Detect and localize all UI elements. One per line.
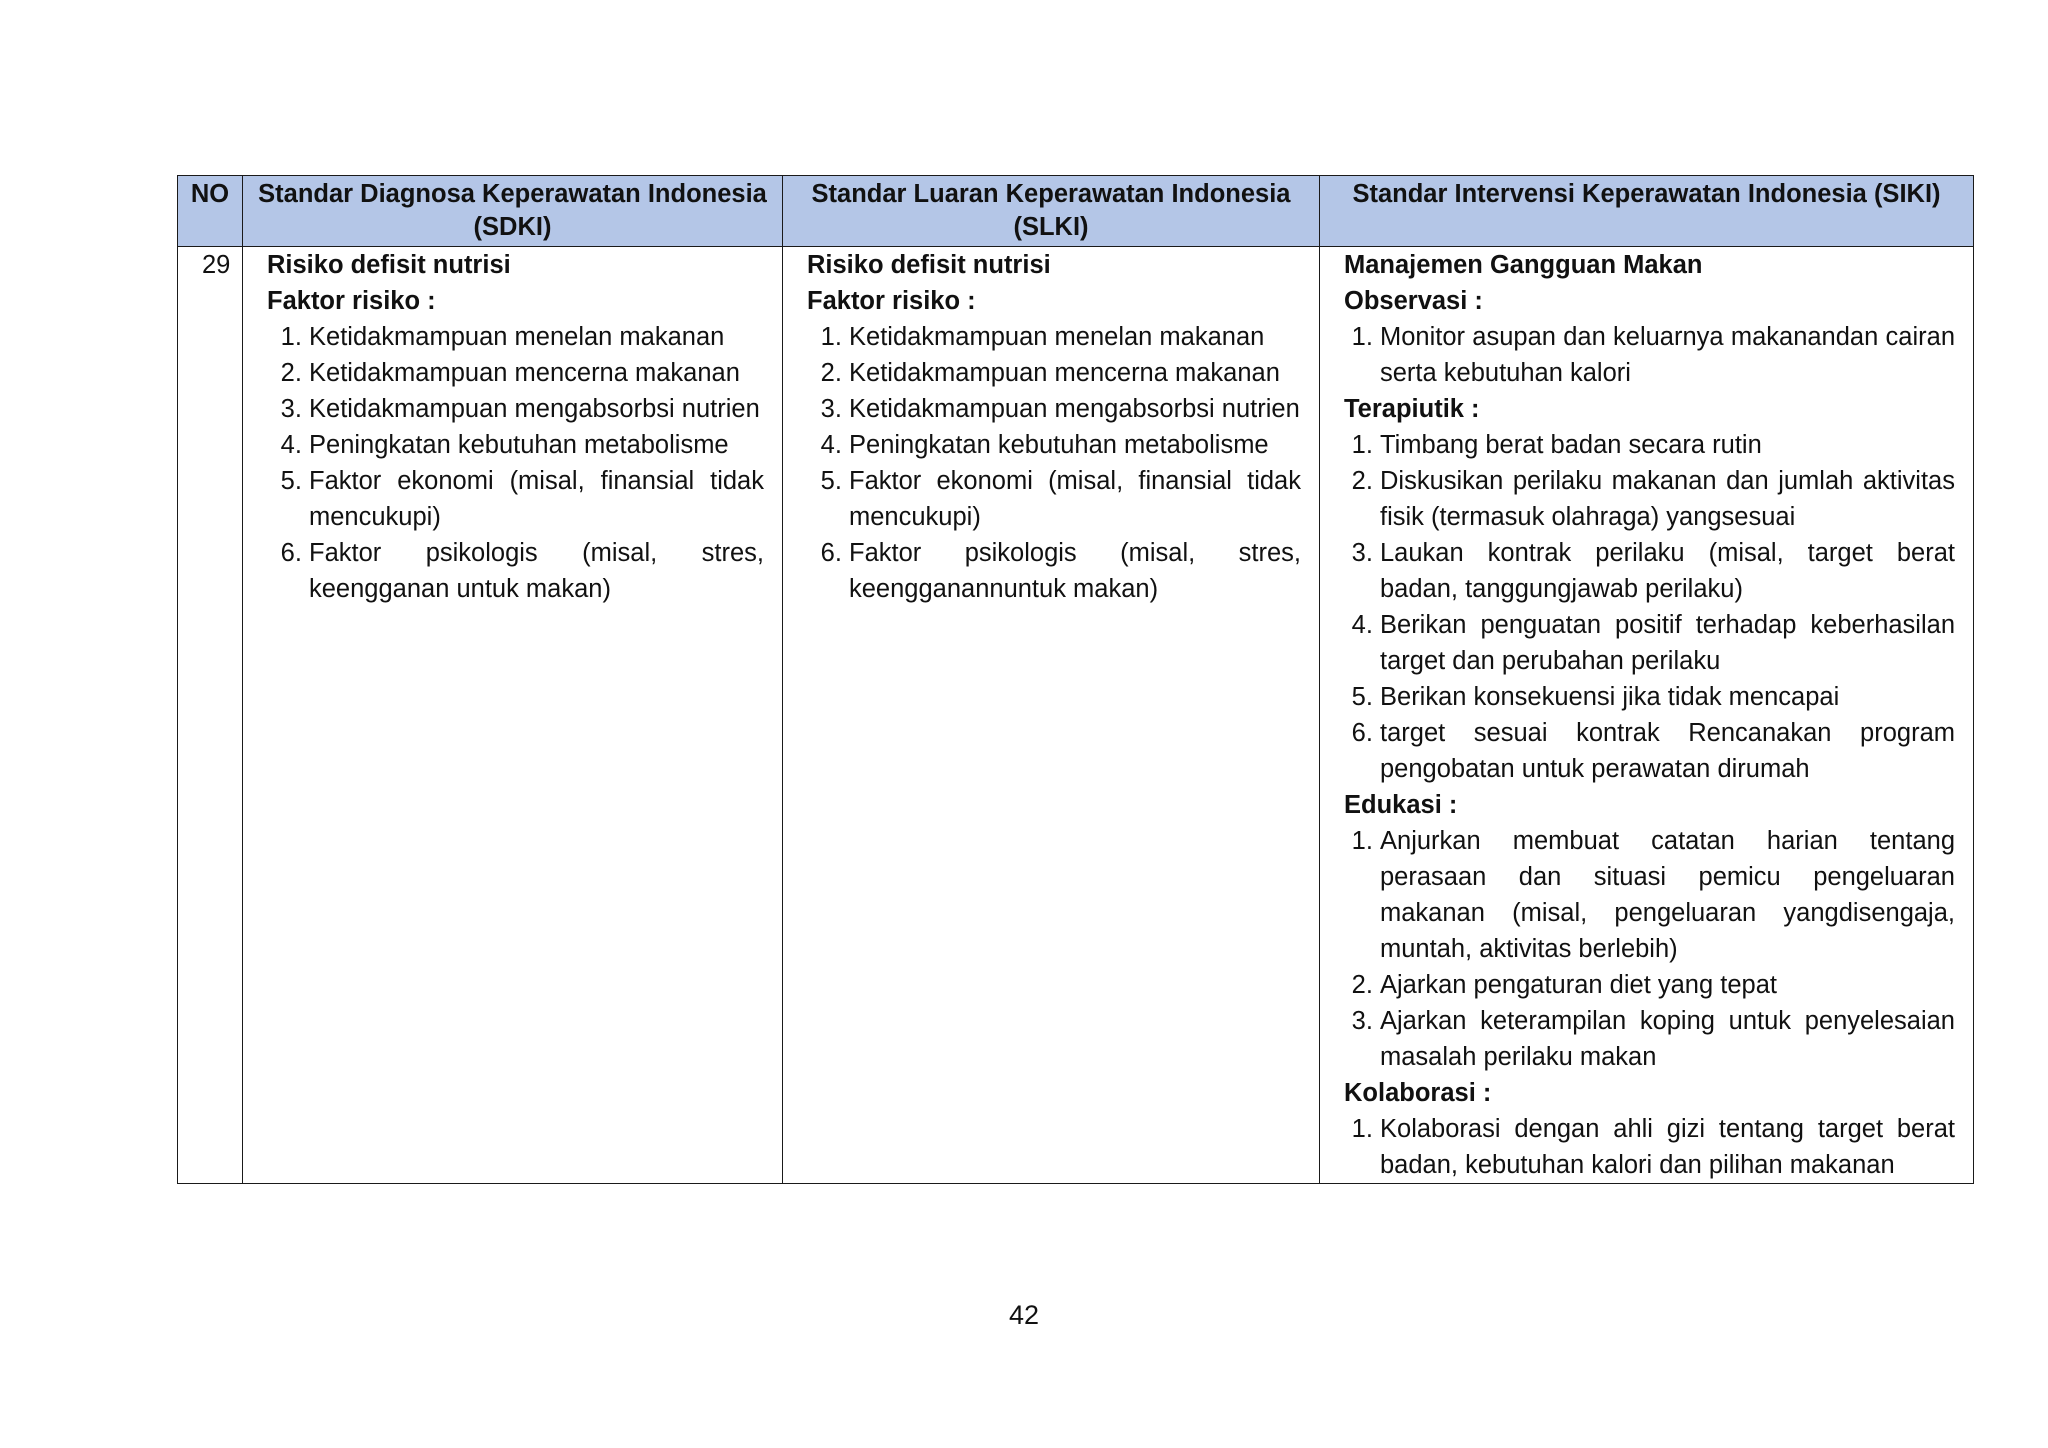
list-item: 1. Kolaborasi dengan ahli gizi tentang target berat badan, kebutuhan kalori dan pilihan makanan <box>1380 1111 1955 1183</box>
list-item: 4. Peningkatan kebutuhan metabolisme <box>309 427 764 463</box>
slki-cell <box>783 247 1320 1184</box>
list-item: 2. Ajarkan pengaturan diet yang tepat <box>1380 967 1955 1003</box>
list-item: 1. Anjurkan membuat catatan harian tentang perasaan dan situasi pemicu pengeluaran makanan (misal, pengeluaran yangdisengaja, muntah, aktivitas berlebih) <box>1380 823 1955 967</box>
nursing-standards-table <box>177 175 1974 1184</box>
list-item: 5. Faktor ekonomi (misal, finansial tidak mencukupi) <box>849 463 1301 535</box>
list-item: 3. Ketidakmampuan mengabsorbsi nutrien <box>849 391 1301 427</box>
edukasi-list <box>1344 823 1955 1075</box>
header-siki: Standar Intervensi Keperawatan Indonesia (SIKI) <box>1320 176 1974 247</box>
list-item: 1. Ketidakmampuan menelan makanan <box>849 319 1301 355</box>
table-header-row <box>178 176 1974 247</box>
edukasi-label: Edukasi : <box>1344 791 1458 819</box>
list-item: 6. Faktor psikologis (misal, stres, keengganannuntuk makan) <box>849 535 1301 607</box>
slki-title: Risiko defisit nutrisi <box>807 251 1051 279</box>
sdki-cell <box>243 247 783 1184</box>
list-item: 2. Ketidakmampuan mencerna makanan <box>309 355 764 391</box>
observasi-list <box>1344 319 1955 391</box>
list-item: 3. Laukan kontrak perilaku (misal, target berat badan, tanggungjawab perilaku) <box>1380 535 1955 607</box>
sdki-subtitle: Faktor risiko : <box>267 287 436 315</box>
terapiutik-label: Terapiutik : <box>1344 395 1480 423</box>
list-item: 5. Faktor ekonomi (misal, finansial tidak mencukupi) <box>309 463 764 535</box>
list-item: 5. Berikan konsekuensi jika tidak mencapai <box>1380 679 1955 715</box>
list-item: 1. Timbang berat badan secara rutin <box>1380 427 1955 463</box>
list-item: 2. Ketidakmampuan mencerna makanan <box>849 355 1301 391</box>
kolaborasi-label: Kolaborasi : <box>1344 1079 1492 1107</box>
kolaborasi-list <box>1344 1111 1955 1183</box>
list-item: 4. Peningkatan kebutuhan metabolisme <box>849 427 1301 463</box>
row-number: 29 <box>178 247 243 1184</box>
header-sdki: Standar Diagnosa Keperawatan Indonesia (SDKI) <box>243 176 783 247</box>
observasi-label: Observasi : <box>1344 287 1483 315</box>
siki-cell <box>1320 247 1974 1184</box>
list-item: 1. Ketidakmampuan menelan makanan <box>309 319 764 355</box>
header-slki: Standar Luaran Keperawatan Indonesia (SLKI) <box>783 176 1320 247</box>
terapiutik-list <box>1344 427 1955 787</box>
slki-list <box>807 319 1301 607</box>
list-item: 2. Diskusikan perilaku makanan dan jumlah aktivitas fisik (termasuk olahraga) yangsesuai <box>1380 463 1955 535</box>
list-item: 4. Berikan penguatan positif terhadap keberhasilan target dan perubahan perilaku <box>1380 607 1955 679</box>
list-item: 6. Faktor psikologis (misal, stres, keengganan untuk makan) <box>309 535 764 607</box>
list-item: 6. target sesuai kontrak Rencanakan program pengobatan untuk perawatan dirumah <box>1380 715 1955 787</box>
page-number: 42 <box>1008 1300 1040 1330</box>
list-item: 3. Ajarkan keterampilan koping untuk penyelesaian masalah perilaku makan <box>1380 1003 1955 1075</box>
table-row <box>178 247 1974 1184</box>
slki-subtitle: Faktor risiko : <box>807 287 976 315</box>
siki-title: Manajemen Gangguan Makan <box>1344 251 1703 279</box>
header-no: NO <box>178 176 243 247</box>
sdki-list <box>267 319 764 607</box>
list-item: 3. Ketidakmampuan mengabsorbsi nutrien <box>309 391 764 427</box>
list-item: 1. Monitor asupan dan keluarnya makanandan cairan serta kebutuhan kalori <box>1380 319 1955 391</box>
sdki-title: Risiko defisit nutrisi <box>267 251 511 279</box>
